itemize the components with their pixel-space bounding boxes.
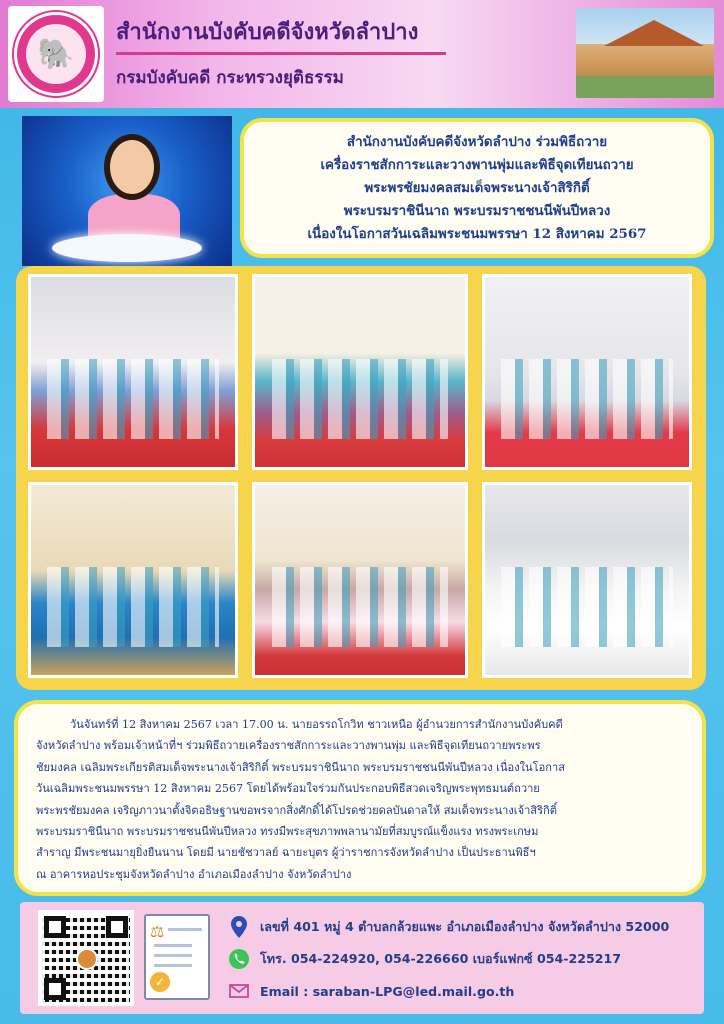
qr-center-logo [76, 948, 98, 970]
department-logo-icon [14, 12, 98, 96]
headline-line: พระบรมราชินีนาถ พระบรมราชชนนีพันปีหลวง [343, 202, 611, 219]
check-badge-icon: ✓ [150, 972, 170, 992]
body-line: ณ อาคารหอประชุมจังหวัดลำปาง อำเภอเมืองลำปาง จังหวัดลำปาง [36, 867, 352, 881]
qr-finder [44, 916, 66, 938]
document-icon [144, 914, 210, 1000]
attendees [501, 567, 672, 647]
header-banner [0, 0, 724, 108]
address-text: เลขที่ 401 หมู่ 4 ตำบลกล้วยแพะ อำเภอเมืองลำปาง จังหวัดลำปาง 52000 [260, 919, 670, 934]
location-pin-icon [228, 916, 250, 938]
event-photo-4 [28, 482, 238, 678]
body-line: ชัยมงคล เฉลิมพระเกียรติสมเด็จพระนางเจ้าสิริกิติ์ พระบรมราชินีนาถ พระบรมราชชนนีพันปีหลวง เนื่องในโอกาส [36, 760, 565, 774]
event-photo-1 [28, 274, 238, 470]
body-line: จังหวัดลำปาง พร้อมเจ้าหน้าที่ฯ ร่วมพิธีถวายเครื่องราชสักการะและวางพานพุ่ม และพิธีจุดเทียนถวายพระพร [36, 739, 541, 753]
royal-portrait-image [22, 116, 232, 266]
qr-code-icon[interactable] [38, 910, 134, 1006]
header-title: สำนักงานบังคับคดีจังหวัดลำปาง [116, 19, 419, 45]
elephant-emblem-icon: 🐘 [26, 24, 86, 84]
headline-line: เนื่องในโอกาสวันเฉลิมพระชนมพรรษา 12 สิงหาคม 2567 [307, 225, 647, 242]
body-line: สำราญ มีพระชนมายุยิ่งยืนนาน โดยมี นายชัชวาลย์ ฉายะบุตร ผู้ว่าราชการจังหวัดลำปาง เป็นประธานพิธีฯ [36, 846, 536, 860]
building-roof [604, 20, 704, 46]
email-link[interactable]: Email : saraban-LPG@led.mail.go.th [260, 983, 515, 999]
body-line: วันเฉลิมพระชนมพรรษา 12 สิงหาคม 2567 โดยได้พร้อมใจร่วมกันประกอบพิธีสวดเจริญพระพุทธมนต์ถวาย [36, 782, 540, 796]
attendees [272, 359, 448, 439]
envelope-icon [228, 980, 250, 1002]
event-photo-5 [252, 482, 468, 678]
scales-icon: ⚖ [150, 922, 165, 941]
doc-line [154, 944, 192, 947]
phone-text: โทร. 054-224920, 054-226660 เบอร์แฟกซ์ 054-225217 [260, 951, 622, 966]
news-body-box [14, 700, 706, 896]
doc-line [168, 928, 202, 931]
phone-icon [228, 948, 250, 970]
header-divider [116, 52, 446, 55]
attendees [47, 567, 218, 647]
attendees [47, 359, 218, 439]
headline-box [240, 118, 714, 258]
office-building-photo [576, 8, 714, 98]
event-photo-3 [482, 274, 692, 470]
qr-finder [44, 978, 66, 1000]
qr-finder [106, 916, 128, 938]
attendees [272, 567, 448, 647]
header-subtitle: กรมบังคับคดี กระทรวงยุติธรรม [116, 68, 344, 88]
attendees [501, 359, 672, 439]
doc-line [154, 954, 192, 957]
email-row [228, 980, 514, 1002]
body-line: พระบรมราชินีนาถ พระบรมราชชนนีพันปีหลวง ทรงมีพระสุขภาพพลานามัยที่สมบูรณ์แข็งแรง ทรงพระเกษม [36, 825, 539, 839]
address-row [228, 916, 669, 938]
doc-line [154, 964, 192, 967]
portrait-flowers [52, 234, 202, 262]
event-photo-2 [252, 274, 468, 470]
contact-footer [20, 902, 704, 1014]
body-line: วันจันทร์ที่ 12 สิงหาคม 2567 เวลา 17.00 น. นายอรรถโกวิท ชาวเหนือ ผู้อำนวยการสำนักงานบังคับคดี [70, 718, 563, 731]
headline-line: เครื่องราชสักการะและวางพานพุ่มและพิธีจุดเทียนถวาย [320, 156, 634, 173]
headline-line: สำนักงานบังคับคดีจังหวัดลำปาง ร่วมพิธีถวาย [346, 133, 608, 150]
event-photo-6 [482, 482, 692, 678]
phone-row [228, 948, 621, 970]
portrait-face [104, 134, 160, 200]
headline-line: พระพรชัยมงคลสมเด็จพระนางเจ้าสิริกิติ์ [364, 179, 590, 196]
logo-container [8, 6, 104, 102]
body-line: พระพรชัยมงคล เจริญภาวนาตั้งจิตอธิษฐานขอพรจากสิ่งศักดิ์ได้โปรดช่วยดลบันดาลให้ สมเด็จพระนางเจ้าสิริกิติ์ [36, 803, 557, 817]
